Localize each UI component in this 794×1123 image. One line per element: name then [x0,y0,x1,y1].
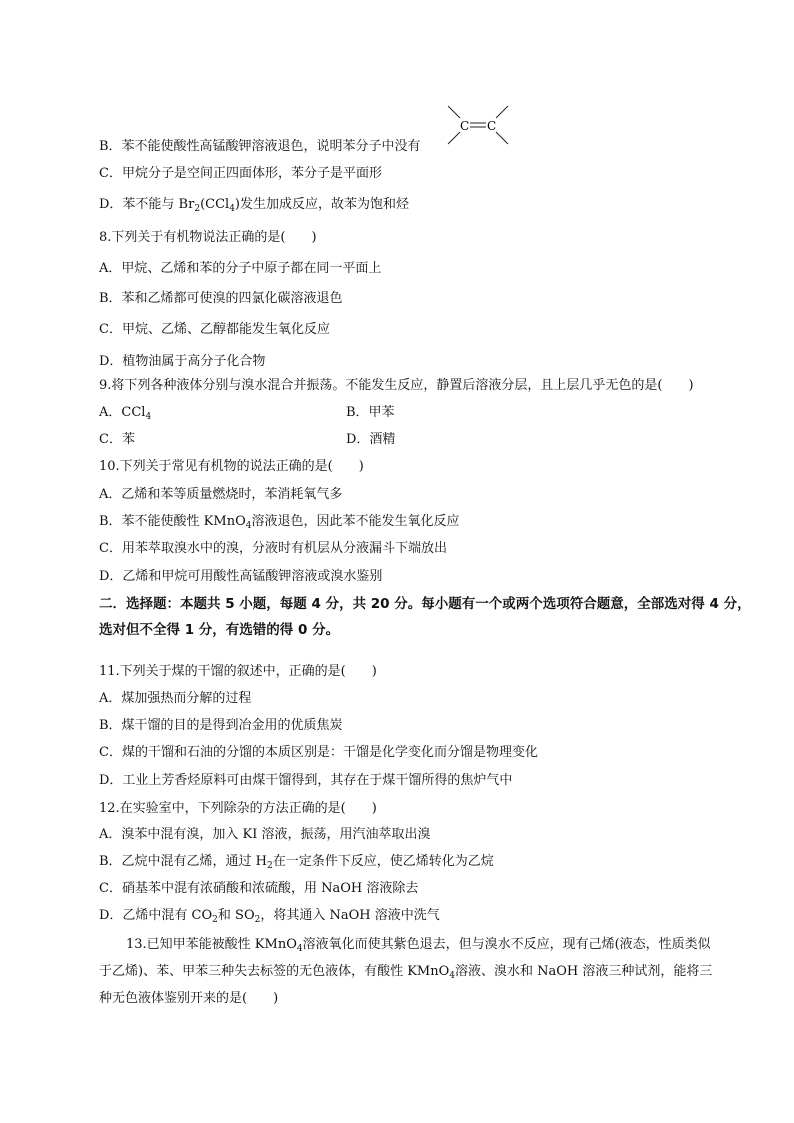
q13-stem-line2: 于乙烯)、苯、甲苯三种失去标签的无色液体，有酸性 KMnO$_4$溶液、溴水和 NaOH 溶液三种试剂，能将三 [99,964,713,981]
q12-option-a: A．溴苯中混有溴，加入 KI 溶液，振荡，用汽油萃取出溴 [99,827,431,842]
q12-option-b: B．乙烷中混有乙烯，通过 $H_2$在一定条件下反应，使乙烯转化为乙烷 [99,854,494,871]
q11-option-a: A．煤加强热而分解的过程 [99,691,252,706]
q13-stem-line3: 种无色液体鉴别开来的是( ) [99,991,279,1006]
q11-stem: 11.下列关于煤的干馏的叙述中，正确的是( ) [99,664,377,679]
q13-stem-line1: 13.已知甲苯能被酸性 KMnO$_4$溶液氧化而使其紫色退去，但与溴水不反应，现有己烯(液态，性质类似 [126,937,711,954]
section-2-heading-line1: 二．选择题：本题共 5 小题，每题 4 分，共 20 分。每小题有一个或两个选项符合题意，全部选对得 4 分， [99,596,751,612]
q8-option-b: B．苯和乙烯都可使溴的四氯化碳溶液退色 [99,291,343,306]
q12-option-d: D．乙烯中混有 $CO_2$和 $SO_2$，将其通入 NaOH 溶液中洗气 [99,908,440,925]
q9-option-d: D．酒精 [346,432,396,447]
q9-option-a: A．CCl$_4$ [99,405,152,422]
q9-stem: 9.将下列各种液体分别与溴水混合并振荡。不能发生反应，静置后溶液分层，且上层几乎无色的是( ) [99,378,694,393]
q10-option-d: D．乙烯和甲烷可用酸性高锰酸钾溶液或溴水鉴别 [99,569,383,584]
q8-option-a: A．甲烷、乙烯和苯的分子中原子都在同一平面上 [99,261,382,276]
alkene-structure-diagram [446,104,510,146]
q12-option-c: C．硝基苯中混有浓硝酸和浓硫酸，用 NaOH 溶液除去 [99,881,419,896]
q7-option-b: B．苯不能使酸性高锰酸钾溶液退色，说明苯分子中没有 [99,139,421,154]
q7-option-d: D．苯不能与 $Br_2(CCl_4)$发生加成反应，故苯为饱和烃 [99,197,409,214]
q8-stem: 8.下列关于有机物说法正确的是( ) [99,230,317,245]
q10-option-c: C．用苯萃取溴水中的溴，分液时有机层从分液漏斗下端放出 [99,541,447,556]
carbon-1: C [460,119,470,133]
carbon-2: C [487,119,497,133]
q8-option-d: D．植物油属于高分子化合物 [99,354,266,369]
q10-stem: 10.下列关于常见有机物的说法正确的是( ) [99,459,364,474]
q7-option-c: C．甲烷分子是空间正四面体形，苯分子是平面形 [99,166,382,181]
q9-option-c: C．苯 [99,432,135,447]
q10-option-a: A．乙烯和苯等质量燃烧时，苯消耗氧气多 [99,487,343,502]
q11-option-c: C．煤的干馏和石油的分馏的本质区别是：干馏是化学变化而分馏是物理变化 [99,745,538,760]
double-bond-structure-icon [446,104,510,146]
q11-option-d: D．工业上芳香烃原料可由煤干馏得到，其存在于煤干馏所得的焦炉气中 [99,773,513,788]
q9-options-row1 [99,404,699,422]
q10-option-b: B．苯不能使酸性 KMnO$_4$溶液退色，因此苯不能发生氧化反应 [99,514,460,531]
q9-options-row2 [99,431,699,449]
q11-option-b: B．煤干馏的目的是得到冶金用的优质焦炭 [99,718,343,733]
section-2-heading-line2: 选对但不全得 1 分，有选错的得 0 分。 [99,622,340,638]
q8-option-c: C．甲烷、乙烯、乙醇都能发生氧化反应 [99,322,330,337]
q9-option-b: B．甲苯 [346,405,395,420]
q12-stem: 12.在实验室中，下列除杂的方法正确的是( ) [99,801,377,816]
